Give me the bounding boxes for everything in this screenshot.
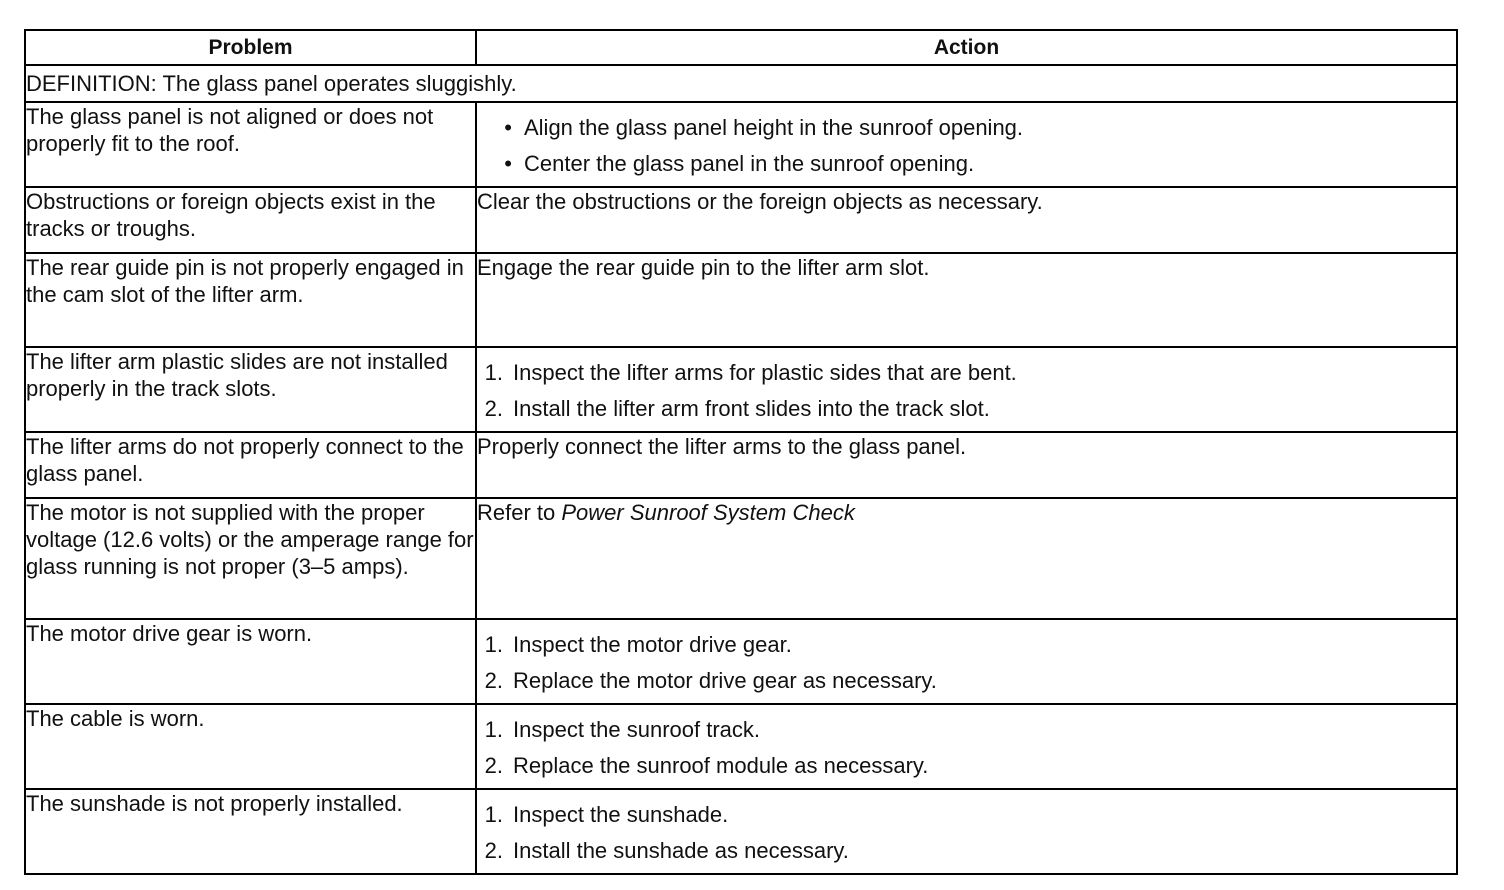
- problem-cell: The cable is worn.: [25, 704, 476, 789]
- step-number: 1.: [484, 717, 503, 742]
- action-step-text: Replace the motor drive gear as necessary.: [513, 668, 937, 693]
- problem-cell: The glass panel is not aligned or does not properly fit to the roof.: [25, 102, 476, 187]
- action-cell: [476, 347, 1457, 432]
- action-step-text: Align the glass panel height in the sunroof opening.: [524, 115, 1024, 140]
- action-step-text: Install the lifter arm front slides into the track slot.: [513, 396, 990, 421]
- reference-prefix: Refer to: [477, 500, 562, 525]
- action-column-header: Action: [476, 30, 1457, 65]
- action-cell: Properly connect the lifter arms to the glass panel.: [476, 432, 1457, 498]
- action-step: [477, 150, 1456, 186]
- table-row: [25, 619, 1457, 704]
- step-number: 2.: [484, 668, 503, 693]
- problem-cell: The motor is not supplied with the proper voltage (12.6 volts) or the amperage range for glass running is not proper (3–5 amps).: [25, 498, 476, 619]
- problem-cell: The rear guide pin is not properly engaged in the cam slot of the lifter arm.: [25, 253, 476, 347]
- problem-cell: The sunshade is not properly installed.: [25, 789, 476, 874]
- step-number: 2.: [484, 396, 503, 421]
- action-cell: [476, 498, 1457, 619]
- problem-column-header: Problem: [25, 30, 476, 65]
- action-step-text: Inspect the lifter arms for plastic sides that are bent.: [513, 360, 1017, 385]
- table-row: [25, 253, 1457, 347]
- action-cell: [476, 102, 1457, 187]
- action-step-text: Install the sunshade as necessary.: [513, 838, 849, 863]
- table-row: [25, 704, 1457, 789]
- problem-cell: Obstructions or foreign objects exist in the tracks or troughs.: [25, 187, 476, 253]
- problem-cell: The motor drive gear is worn.: [25, 619, 476, 704]
- action-step-text: Center the glass panel in the sunroof opening.: [524, 151, 975, 176]
- action-step: [477, 667, 1456, 703]
- table-row: [25, 789, 1457, 874]
- header-row: [25, 30, 1457, 65]
- problem-cell: The lifter arm plastic slides are not installed properly in the track slots.: [25, 347, 476, 432]
- action-step: [477, 359, 1456, 395]
- bullet-marker: •: [504, 151, 512, 176]
- table-row: [25, 498, 1457, 619]
- action-cell: Engage the rear guide pin to the lifter arm slot.: [476, 253, 1457, 347]
- definition-text: DEFINITION: The glass panel operates sluggishly.: [25, 65, 1457, 102]
- step-number: 1.: [484, 802, 503, 827]
- problem-cell: The lifter arms do not properly connect to the glass panel.: [25, 432, 476, 498]
- diagnostic-table: [24, 29, 1458, 875]
- action-step: [477, 395, 1456, 431]
- table-row: [25, 347, 1457, 432]
- action-step: [477, 114, 1456, 150]
- action-step-text: Inspect the sunroof track.: [513, 717, 761, 742]
- action-step-text: Inspect the motor drive gear.: [513, 632, 792, 657]
- action-step: [477, 801, 1456, 837]
- action-step: [477, 716, 1456, 752]
- action-cell: Clear the obstructions or the foreign objects as necessary.: [476, 187, 1457, 253]
- definition-row: [25, 65, 1457, 102]
- action-cell: [476, 704, 1457, 789]
- step-number: 2.: [484, 753, 503, 778]
- bullet-marker: •: [504, 115, 512, 140]
- table-row: [25, 432, 1457, 498]
- table-row: [25, 187, 1457, 253]
- action-step: [477, 837, 1456, 873]
- action-step: [477, 752, 1456, 788]
- reference-link: Power Sunroof System Check: [561, 500, 855, 525]
- action-cell: [476, 789, 1457, 874]
- action-cell: [476, 619, 1457, 704]
- step-number: 2.: [484, 838, 503, 863]
- action-step-text: Replace the sunroof module as necessary.: [513, 753, 929, 778]
- table-row: [25, 102, 1457, 187]
- action-step: [477, 631, 1456, 667]
- step-number: 1.: [484, 360, 503, 385]
- action-step-text: Inspect the sunshade.: [513, 802, 729, 827]
- step-number: 1.: [484, 632, 503, 657]
